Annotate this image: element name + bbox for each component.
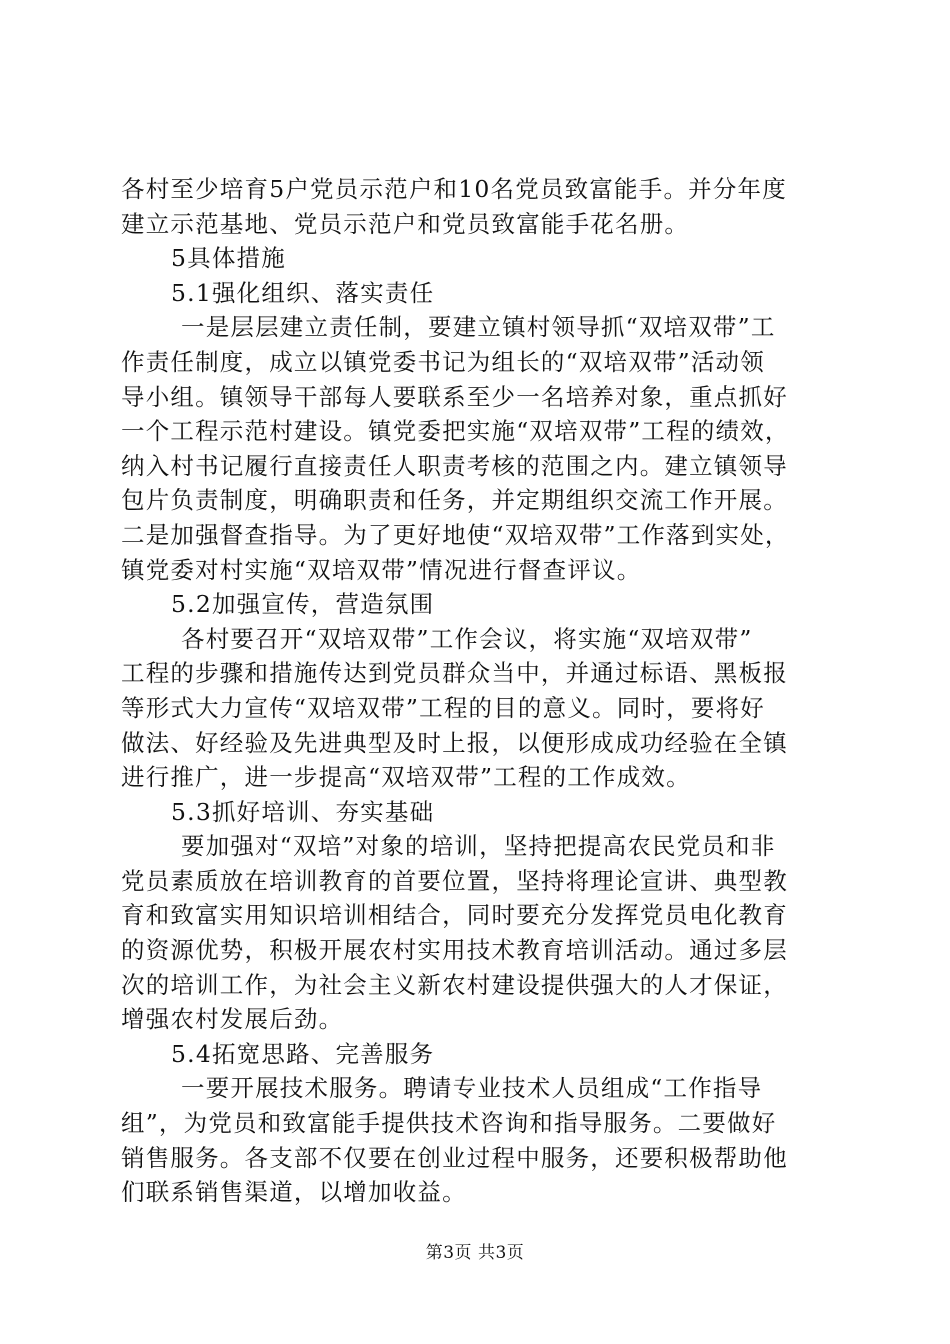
body-line: 导小组。镇领导干部每人要联系至少一名培养对象，重点抓好: [121, 382, 788, 411]
body-line: 的资源优势，积极开展农村实用技术教育培训活动。通过多层: [121, 936, 788, 965]
subsection-heading: 5.1强化组织、落实责任: [171, 278, 435, 307]
body-line: 做法、好经验及先进典型及时上报，以便形成成功经验在全镇: [121, 728, 788, 757]
body-line: 工程的步骤和措施传达到党员群众当中，并通过标语、黑板报: [121, 659, 788, 688]
body-line: 育和致富实用知识培训相结合，同时要充分发挥党员电化教育: [121, 901, 788, 930]
body-line: 增强农村发展后劲。: [121, 1005, 344, 1034]
subsection-heading: 5.3抓好培训、夯实基础: [171, 797, 435, 826]
body-line: 包片负责制度，明确职责和任务，并定期组织交流工作开展。: [121, 486, 788, 515]
body-line: 党员素质放在培训教育的首要位置，坚持将理论宣讲、典型教: [121, 866, 788, 895]
body-line: 等形式大力宣传“双培双带”工程的目的意义。同时，要将好: [121, 693, 765, 722]
body-line: 们联系销售渠道，以增加收益。: [121, 1178, 467, 1207]
body-line: 销售服务。各支部不仅要在创业过程中服务，还要积极帮助他: [121, 1143, 788, 1172]
body-line: 各村要召开“双培双带”工作会议，将实施“双培双带”: [181, 624, 753, 653]
body-line: 次的培训工作，为社会主义新农村建设提供强大的人才保证，: [121, 970, 788, 999]
body-line: 作责任制度，成立以镇党委书记为组长的“双培双带”活动领: [121, 347, 765, 376]
body-line: 一要开展技术服务。聘请专业技术人员组成“工作指导: [181, 1074, 763, 1103]
body-line: 一是层层建立责任制，要建立镇村领导抓“双培双带”工: [181, 313, 776, 342]
body-line: 各村至少培育5户党员示范户和10名党员致富能手。并分年度: [121, 175, 787, 203]
subsection-heading: 5.2加强宣传，营造氛围: [171, 590, 435, 619]
section-heading: 5具体措施: [171, 244, 286, 273]
body-line: 纳入村书记履行直接责任人职责考核的范围之内。建立镇领导: [121, 451, 788, 480]
body-line: 进行推广，进一步提高“双培双带”工程的工作成效。: [121, 763, 691, 792]
body-line: 镇党委对村实施“双培双带”情况进行督查评议。: [121, 555, 642, 584]
body-line: 要加强对“双培”对象的培训，坚持把提高农民党员和非: [181, 832, 776, 861]
page-number-footer: 第3页 共3页: [425, 1243, 525, 1263]
subsection-heading: 5.4拓宽思路、完善服务: [171, 1039, 435, 1068]
body-line: 建立示范基地、党员示范户和党员致富能手花名册。: [121, 209, 690, 238]
document-body: [121, 172, 833, 1210]
body-line: 组”，为党员和致富能手提供技术咨询和指导服务。二要做好: [121, 1109, 777, 1138]
body-line: 二是加强督查指导。为了更好地使“双培双带”工作落到实处，: [121, 520, 790, 549]
body-line: 一个工程示范村建设。镇党委把实施“双培双带”工程的绩效，: [121, 417, 790, 446]
